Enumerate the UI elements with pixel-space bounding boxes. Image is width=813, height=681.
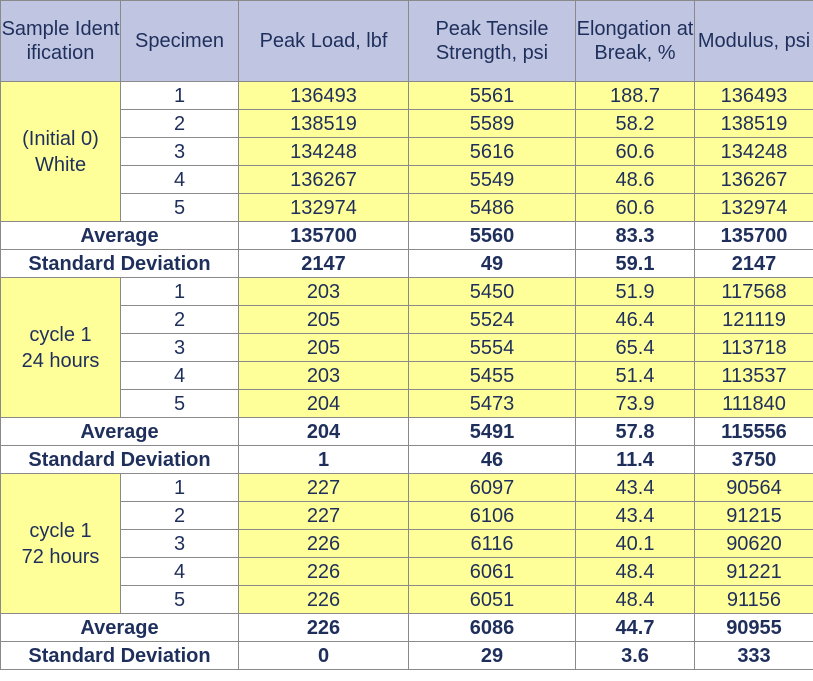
modulus-cell: 111840 <box>695 390 813 418</box>
specimen-cell: 1 <box>121 474 239 502</box>
elongation-cell: 60.6 <box>576 194 695 222</box>
header-sample-identification: Sample Identification <box>1 1 121 82</box>
std-dev-peak-load-cell: 0 <box>239 642 409 670</box>
std-dev-row <box>1 250 813 278</box>
modulus-cell: 91221 <box>695 558 813 586</box>
average-peak-load-cell: 226 <box>239 614 409 642</box>
header-modulus: Modulus, psi <box>695 1 813 82</box>
elongation-cell: 65.4 <box>576 334 695 362</box>
average-row <box>1 614 813 642</box>
average-row <box>1 222 813 250</box>
table-row <box>1 166 813 194</box>
elongation-cell: 43.4 <box>576 502 695 530</box>
average-modulus-cell: 135700 <box>695 222 813 250</box>
elongation-cell: 40.1 <box>576 530 695 558</box>
elongation-cell: 73.9 <box>576 390 695 418</box>
table-body <box>1 82 813 670</box>
elongation-cell: 48.4 <box>576 558 695 586</box>
std-dev-label: Standard Deviation <box>1 446 239 474</box>
peak-tensile-cell: 5589 <box>409 110 576 138</box>
peak-load-cell: 226 <box>239 586 409 614</box>
average-peak-tensile-cell: 5560 <box>409 222 576 250</box>
std-dev-modulus-cell: 3750 <box>695 446 813 474</box>
std-dev-peak-load-cell: 1 <box>239 446 409 474</box>
std-dev-elongation-cell: 3.6 <box>576 642 695 670</box>
modulus-cell: 91156 <box>695 586 813 614</box>
table-row <box>1 110 813 138</box>
modulus-cell: 117568 <box>695 278 813 306</box>
header-specimen: Specimen <box>121 1 239 82</box>
header-peak-load: Peak Load, lbf <box>239 1 409 82</box>
average-label: Average <box>1 222 239 250</box>
modulus-cell: 138519 <box>695 110 813 138</box>
std-dev-peak-tensile-cell: 46 <box>409 446 576 474</box>
elongation-cell: 43.4 <box>576 474 695 502</box>
average-row <box>1 418 813 446</box>
specimen-cell: 1 <box>121 82 239 110</box>
table-row <box>1 278 813 306</box>
header-elongation: Elongation at Break, % <box>576 1 695 82</box>
average-elongation-cell: 83.3 <box>576 222 695 250</box>
table-row <box>1 530 813 558</box>
group-label-line1: cycle 1 <box>29 519 92 542</box>
std-dev-elongation-cell: 59.1 <box>576 250 695 278</box>
elongation-cell: 60.6 <box>576 138 695 166</box>
peak-tensile-cell: 6097 <box>409 474 576 502</box>
std-dev-modulus-cell: 333 <box>695 642 813 670</box>
std-dev-row <box>1 446 813 474</box>
group-label-line1: cycle 1 <box>29 323 92 346</box>
average-elongation-cell: 44.7 <box>576 614 695 642</box>
average-peak-tensile-cell: 6086 <box>409 614 576 642</box>
elongation-cell: 46.4 <box>576 306 695 334</box>
peak-load-cell: 136493 <box>239 82 409 110</box>
elongation-cell: 58.2 <box>576 110 695 138</box>
std-dev-row <box>1 642 813 670</box>
peak-tensile-cell: 5455 <box>409 362 576 390</box>
std-dev-elongation-cell: 11.4 <box>576 446 695 474</box>
peak-load-cell: 227 <box>239 502 409 530</box>
modulus-cell: 113537 <box>695 362 813 390</box>
average-elongation-cell: 57.8 <box>576 418 695 446</box>
table-row <box>1 194 813 222</box>
peak-load-cell: 132974 <box>239 194 409 222</box>
specimen-cell: 4 <box>121 362 239 390</box>
table-row <box>1 558 813 586</box>
peak-load-cell: 226 <box>239 530 409 558</box>
modulus-cell: 113718 <box>695 334 813 362</box>
peak-tensile-cell: 6051 <box>409 586 576 614</box>
table-row <box>1 334 813 362</box>
table-row <box>1 390 813 418</box>
peak-load-cell: 138519 <box>239 110 409 138</box>
std-dev-modulus-cell: 2147 <box>695 250 813 278</box>
peak-load-cell: 227 <box>239 474 409 502</box>
table-row <box>1 502 813 530</box>
average-modulus-cell: 115556 <box>695 418 813 446</box>
average-peak-load-cell: 135700 <box>239 222 409 250</box>
header-row <box>1 1 813 82</box>
modulus-cell: 132974 <box>695 194 813 222</box>
specimen-cell: 2 <box>121 110 239 138</box>
peak-load-cell: 203 <box>239 362 409 390</box>
peak-tensile-cell: 6106 <box>409 502 576 530</box>
peak-tensile-cell: 5473 <box>409 390 576 418</box>
group-label-line1: (Initial 0) <box>22 127 99 150</box>
table-row <box>1 138 813 166</box>
table-row <box>1 82 813 110</box>
specimen-cell: 2 <box>121 502 239 530</box>
header-peak-tensile-strength: Peak Tensile Strength, psi <box>409 1 576 82</box>
average-peak-tensile-cell: 5491 <box>409 418 576 446</box>
std-dev-label: Standard Deviation <box>1 250 239 278</box>
std-dev-label: Standard Deviation <box>1 642 239 670</box>
group-label-line2: 72 hours <box>21 545 100 568</box>
peak-load-cell: 204 <box>239 390 409 418</box>
specimen-cell: 3 <box>121 334 239 362</box>
sample-group-label <box>1 474 121 614</box>
peak-load-cell: 205 <box>239 334 409 362</box>
peak-load-cell: 136267 <box>239 166 409 194</box>
average-label: Average <box>1 614 239 642</box>
peak-tensile-cell: 5524 <box>409 306 576 334</box>
table-row <box>1 362 813 390</box>
sample-group-label <box>1 82 121 222</box>
elongation-cell: 188.7 <box>576 82 695 110</box>
std-dev-peak-tensile-cell: 49 <box>409 250 576 278</box>
peak-tensile-cell: 6116 <box>409 530 576 558</box>
modulus-cell: 121119 <box>695 306 813 334</box>
average-label: Average <box>1 418 239 446</box>
average-modulus-cell: 90955 <box>695 614 813 642</box>
elongation-cell: 48.6 <box>576 166 695 194</box>
specimen-cell: 5 <box>121 390 239 418</box>
elongation-cell: 51.4 <box>576 362 695 390</box>
specimen-cell: 5 <box>121 194 239 222</box>
specimen-cell: 1 <box>121 278 239 306</box>
table-row <box>1 474 813 502</box>
group-label-line2: White <box>34 153 87 176</box>
peak-load-cell: 203 <box>239 278 409 306</box>
peak-tensile-cell: 5616 <box>409 138 576 166</box>
specimen-cell: 3 <box>121 138 239 166</box>
table-row <box>1 306 813 334</box>
group-label-line2: 24 hours <box>21 349 100 372</box>
peak-tensile-cell: 5450 <box>409 278 576 306</box>
peak-tensile-cell: 5486 <box>409 194 576 222</box>
table-row <box>1 586 813 614</box>
peak-load-cell: 134248 <box>239 138 409 166</box>
peak-tensile-cell: 6061 <box>409 558 576 586</box>
peak-tensile-cell: 5561 <box>409 82 576 110</box>
specimen-cell: 5 <box>121 586 239 614</box>
modulus-cell: 90620 <box>695 530 813 558</box>
specimen-cell: 3 <box>121 530 239 558</box>
peak-load-cell: 205 <box>239 306 409 334</box>
specimen-cell: 2 <box>121 306 239 334</box>
elongation-cell: 48.4 <box>576 586 695 614</box>
specimen-cell: 4 <box>121 558 239 586</box>
specimen-cell: 4 <box>121 166 239 194</box>
std-dev-peak-tensile-cell: 29 <box>409 642 576 670</box>
modulus-cell: 91215 <box>695 502 813 530</box>
average-peak-load-cell: 204 <box>239 418 409 446</box>
std-dev-peak-load-cell: 2147 <box>239 250 409 278</box>
peak-load-cell: 226 <box>239 558 409 586</box>
sample-group-label <box>1 278 121 418</box>
modulus-cell: 136267 <box>695 166 813 194</box>
modulus-cell: 90564 <box>695 474 813 502</box>
modulus-cell: 136493 <box>695 82 813 110</box>
modulus-cell: 134248 <box>695 138 813 166</box>
elongation-cell: 51.9 <box>576 278 695 306</box>
peak-tensile-cell: 5554 <box>409 334 576 362</box>
peak-tensile-cell: 5549 <box>409 166 576 194</box>
